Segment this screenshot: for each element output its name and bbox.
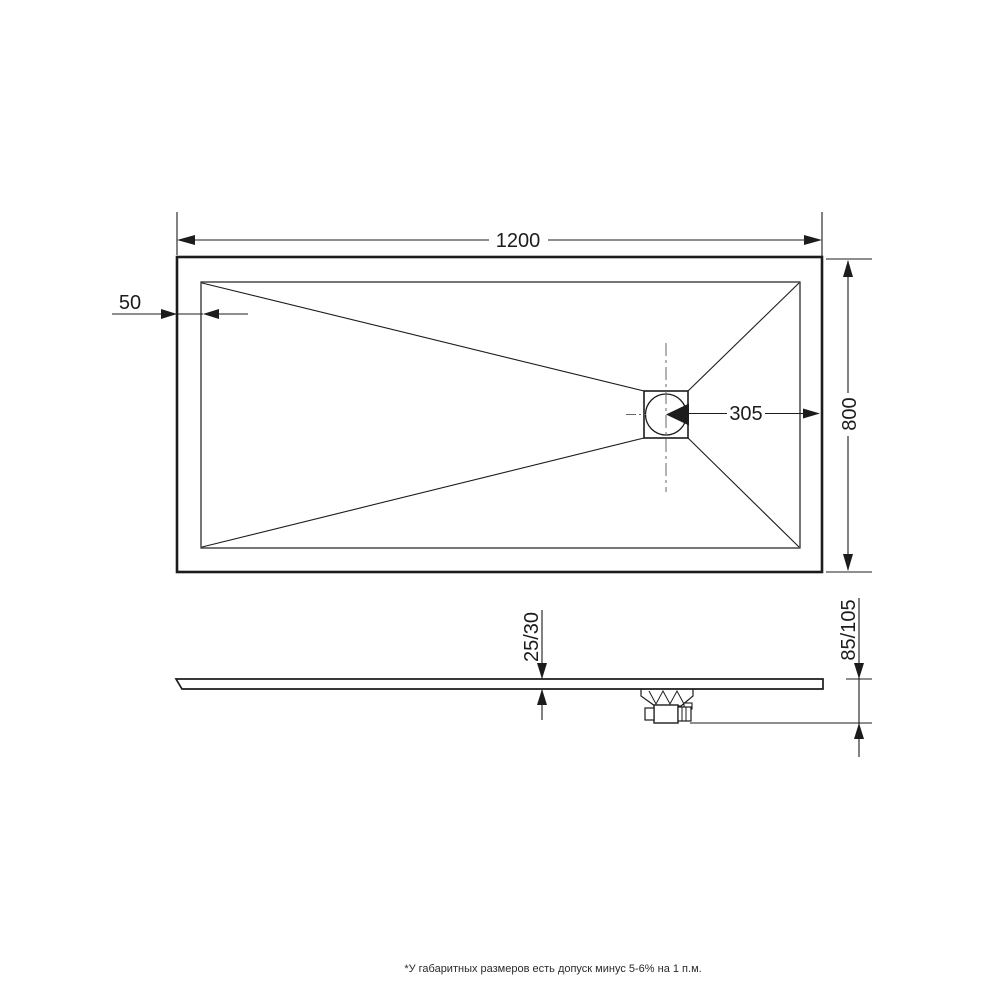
- dimension-305: [666, 403, 820, 426]
- dimension-label-width: 1200: [495, 230, 541, 252]
- trap-flange-ribs: [649, 691, 684, 704]
- dimension-label-total-height: 85/105: [838, 599, 860, 661]
- slope-line-top-left: [202, 283, 644, 391]
- top-view: [177, 257, 822, 572]
- arrowhead-inner: [203, 309, 219, 319]
- trap-body: [654, 705, 678, 723]
- arrowhead-up: [854, 723, 864, 739]
- arrowhead-down: [854, 663, 864, 679]
- tolerance-footnote: *У габаритных размеров есть допуск минус 5-6% на 1 п.м.: [404, 963, 702, 975]
- arrowhead-outer: [161, 309, 177, 319]
- dimension-50: [112, 292, 248, 319]
- tray-inner-outline: [201, 282, 800, 548]
- trap-outlet-right: [678, 707, 691, 721]
- side-view: [176, 679, 872, 723]
- dimension-1200: [177, 212, 822, 257]
- dimension-label-thickness: 25/30: [521, 611, 543, 663]
- dimension-label-drain-offset: 305: [729, 403, 763, 425]
- arrowhead-right: [804, 235, 822, 245]
- arrowhead-down: [537, 663, 547, 679]
- arrowhead-down: [843, 554, 853, 571]
- arrowhead-edge: [803, 409, 820, 419]
- dimension-label-border: 50: [118, 292, 142, 314]
- dimension-800: [826, 259, 872, 572]
- arrowhead-drain-center: [666, 404, 689, 426]
- arrowhead-up: [537, 689, 547, 705]
- slope-line-bottom-right: [688, 438, 799, 547]
- tray-profile: [176, 679, 823, 689]
- slope-line-top-right: [688, 283, 799, 391]
- dimension-25-30: [521, 610, 547, 720]
- trap-inlet-left: [645, 708, 654, 720]
- tray-outer-outline: [177, 257, 822, 572]
- arrowhead-up: [843, 260, 853, 277]
- arrowhead-left: [177, 235, 195, 245]
- dimension-label-depth: 800: [839, 397, 861, 431]
- dimension-85-105: [838, 598, 872, 757]
- slope-line-bottom-left: [202, 438, 644, 547]
